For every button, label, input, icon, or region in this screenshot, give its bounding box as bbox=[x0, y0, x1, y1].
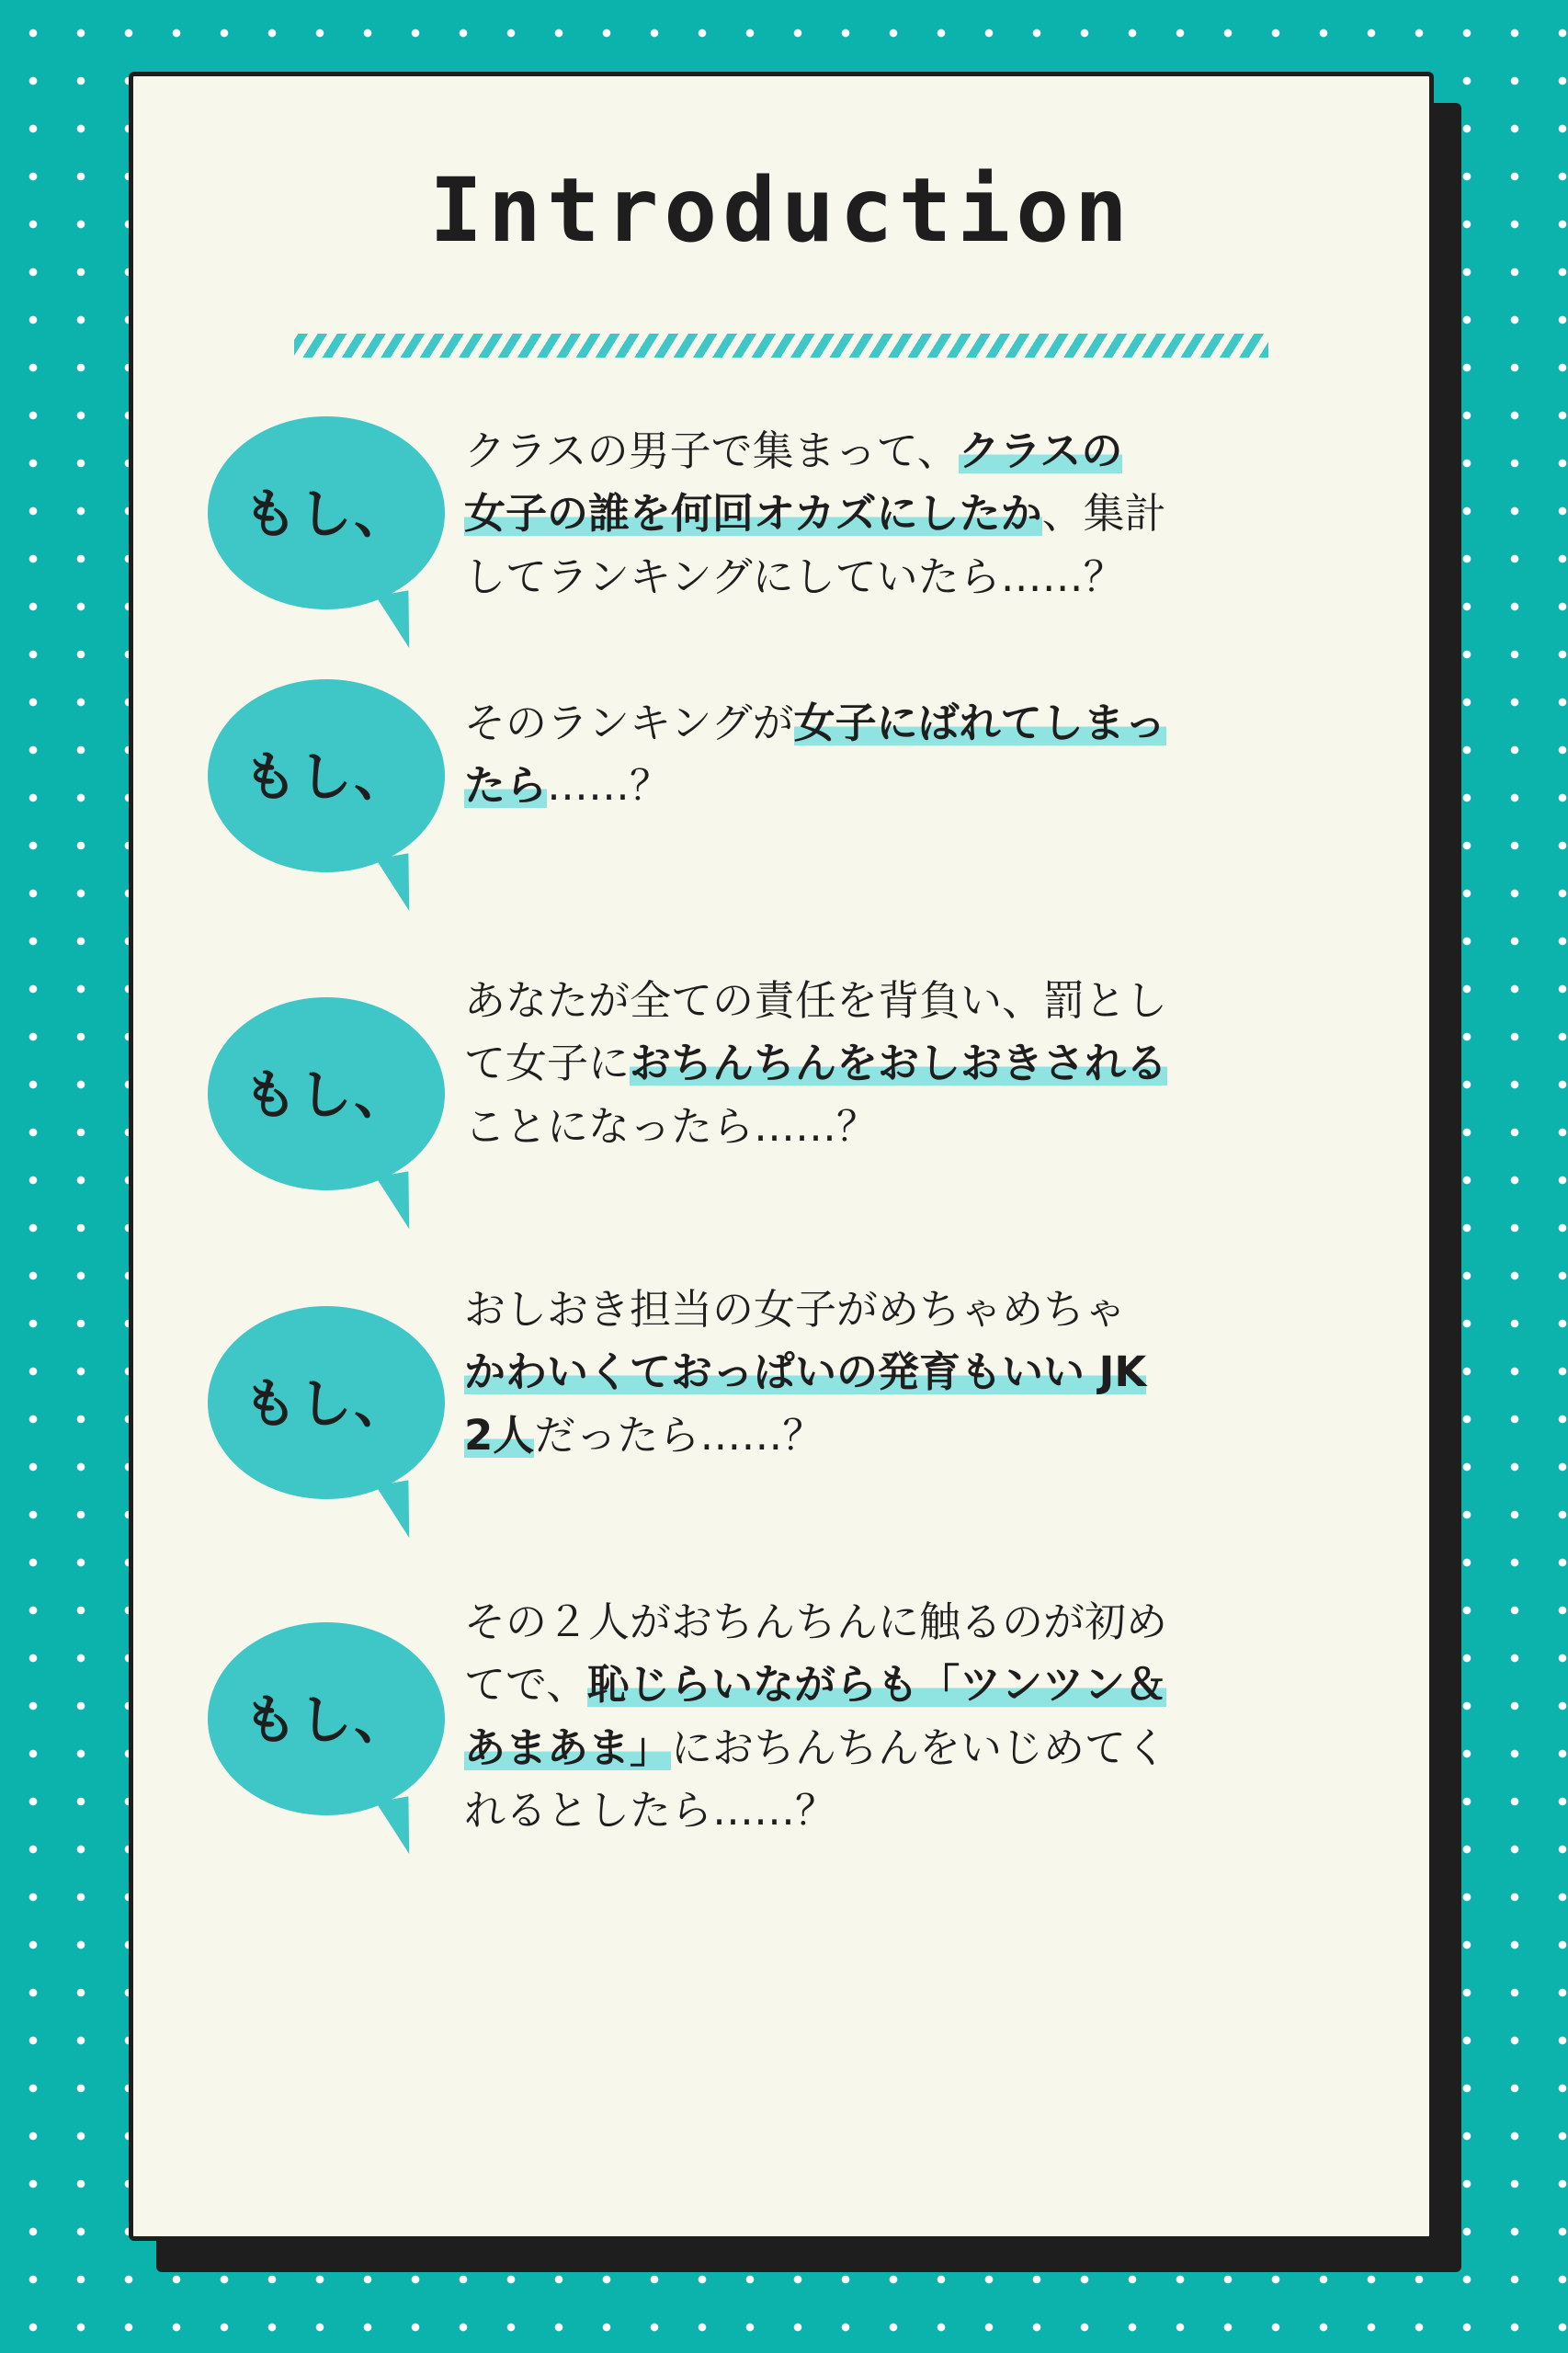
highlighted-text: 2人 bbox=[464, 1410, 535, 1460]
text-line bbox=[464, 483, 1374, 545]
speech-bubble-column bbox=[188, 407, 464, 609]
plain-text: て女子に bbox=[464, 1039, 631, 1088]
text-line bbox=[464, 546, 1374, 608]
highlighted-text: 恥じらいながらも「ツンツン＆ bbox=[587, 1660, 1167, 1710]
text-line bbox=[464, 692, 1374, 755]
speech-bubble-label: もし、 bbox=[243, 483, 409, 545]
text-line bbox=[464, 755, 1374, 817]
speech-bubble-column bbox=[188, 1578, 464, 1815]
text-line bbox=[464, 1404, 1374, 1467]
text-line bbox=[464, 1717, 1374, 1779]
intro-item-text bbox=[464, 957, 1374, 1158]
speech-bubble-icon bbox=[208, 679, 445, 872]
highlighted-text: おちんちんをおしおきされる bbox=[630, 1039, 1168, 1088]
plain-text: におちんちんをいじめてく bbox=[671, 1722, 1168, 1772]
text-line bbox=[464, 1096, 1374, 1158]
text-line bbox=[464, 970, 1374, 1032]
plain-text: 、集計 bbox=[1041, 489, 1166, 539]
plain-text: その２人がおちんちんに触るのが初め bbox=[464, 1597, 1168, 1646]
speech-bubble-label: もし、 bbox=[243, 1372, 409, 1435]
plain-text: ……？ bbox=[547, 761, 672, 811]
intro-item-text bbox=[464, 679, 1374, 818]
highlighted-text: かわいくておっぱいの発育もいい JK bbox=[464, 1347, 1147, 1397]
plain-text: だったら……？ bbox=[534, 1410, 824, 1460]
highlighted-text: クラスの bbox=[958, 426, 1123, 475]
text-line bbox=[464, 1032, 1374, 1095]
intro-item-list bbox=[133, 407, 1429, 1905]
speech-bubble-label: もし、 bbox=[243, 1063, 409, 1126]
plain-text: おしおき担当の女子がめちゃめちゃ bbox=[464, 1285, 1127, 1334]
plain-text: してランキングにしていたら……？ bbox=[464, 551, 1125, 601]
plain-text: てで、 bbox=[464, 1660, 588, 1710]
intro-item-text bbox=[464, 1266, 1374, 1467]
speech-bubble-icon bbox=[208, 1306, 445, 1499]
speech-bubble-column bbox=[188, 957, 464, 1190]
text-line bbox=[464, 1654, 1374, 1716]
text-line bbox=[464, 1779, 1374, 1842]
speech-bubble-label: もし、 bbox=[243, 745, 409, 808]
highlighted-text: あまあま」 bbox=[464, 1722, 672, 1772]
page-title-wrapper bbox=[133, 159, 1429, 271]
highlighted-text: たら bbox=[464, 761, 548, 811]
highlighted-text: 女子の誰を何回オカズにしたか bbox=[464, 489, 1042, 539]
intro-item bbox=[188, 407, 1374, 609]
intro-item-text bbox=[464, 1578, 1374, 1843]
text-line bbox=[464, 420, 1374, 483]
intro-item bbox=[188, 679, 1374, 872]
speech-bubble-icon bbox=[208, 1622, 445, 1815]
page-title: Introduction bbox=[429, 159, 1133, 262]
speech-bubble-column bbox=[188, 679, 464, 872]
intro-item-text bbox=[464, 407, 1374, 608]
plain-text: そのランキングが bbox=[464, 699, 794, 747]
text-line bbox=[464, 1591, 1374, 1654]
plain-text: あなたが全ての責任を背負い、罰とし bbox=[464, 976, 1168, 1025]
plain-text: れるとしたら……？ bbox=[464, 1786, 837, 1836]
speech-bubble-icon bbox=[208, 997, 445, 1190]
text-line bbox=[464, 1279, 1374, 1341]
intro-item bbox=[188, 957, 1374, 1190]
intro-item bbox=[188, 1266, 1374, 1499]
text-line bbox=[464, 1341, 1374, 1404]
speech-bubble-label: もし、 bbox=[243, 1688, 409, 1751]
speech-bubble-column bbox=[188, 1266, 464, 1499]
content-card bbox=[129, 72, 1434, 2241]
plain-text: クラスの男子で集まって、 bbox=[464, 426, 959, 475]
speech-bubble-icon bbox=[208, 416, 445, 609]
title-underline-stripes bbox=[294, 334, 1268, 358]
highlighted-text: 女子にばれてしまっ bbox=[793, 699, 1166, 747]
plain-text: ことになったら……？ bbox=[464, 1101, 879, 1151]
intro-item bbox=[188, 1578, 1374, 1843]
